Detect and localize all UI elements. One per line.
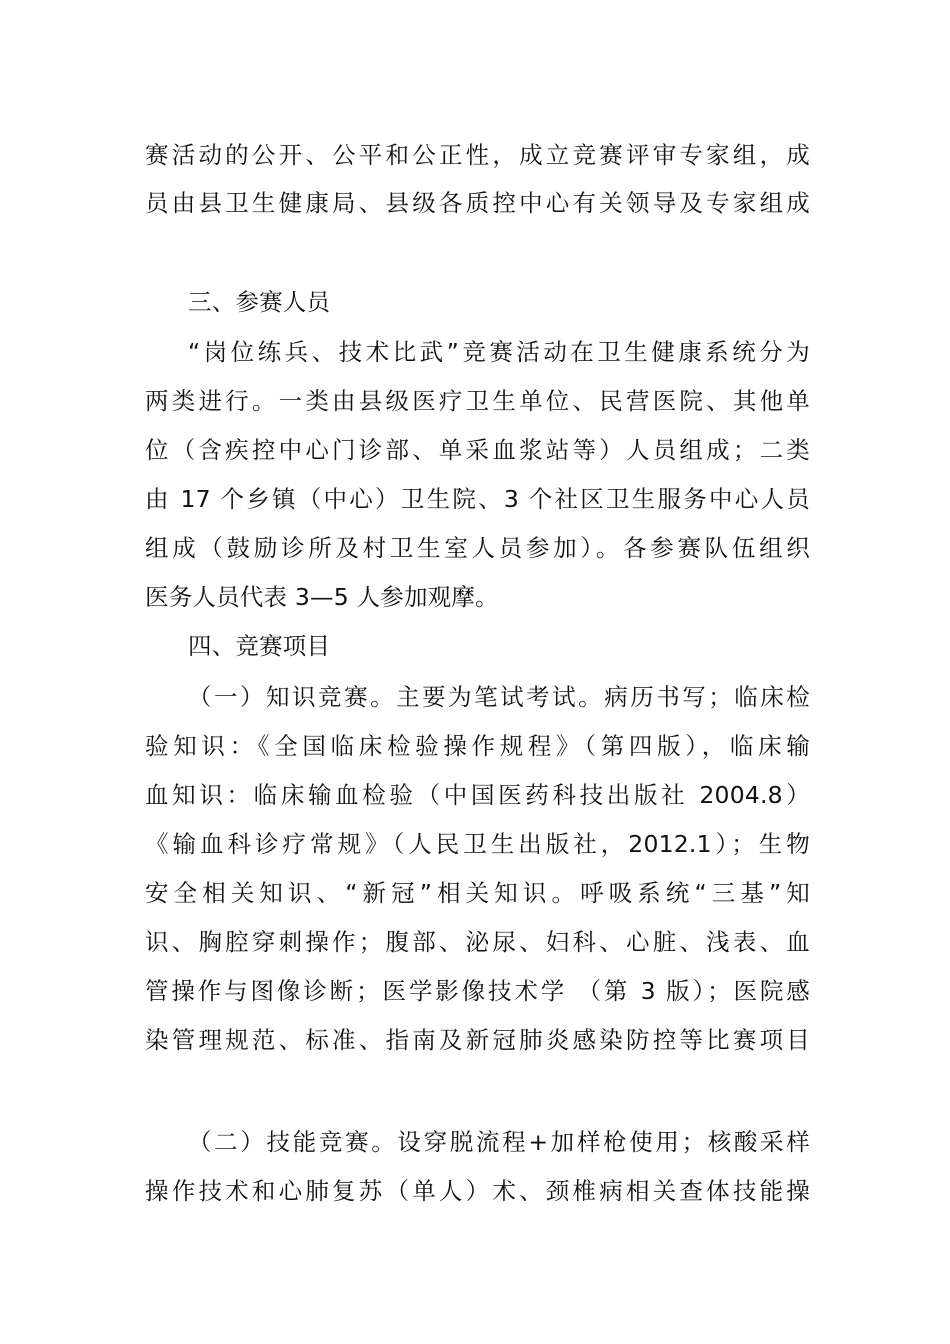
paragraph-line: 操作技术和心肺复苏（单人）术、颈椎病相关查体技能操	[145, 1177, 810, 1205]
paragraph-line: 《输血科诊疗常规》（人民卫生出版社，2012.1）；生物	[145, 830, 810, 858]
paragraph-line: 医务人员代表 3—5 人参加观摩。	[145, 583, 499, 611]
paragraph-line: 血知识：临床输血检验（中国医药科技出版社 2004.8）	[145, 781, 810, 809]
paragraph-line: “岗位练兵、技术比武”竞赛活动在卫生健康系统分为	[188, 338, 810, 366]
section-heading-participants: 三、参赛人员	[188, 288, 331, 316]
paragraph-line: （二）技能竞赛。设穿脱流程+加样枪使用；核酸采样	[188, 1128, 810, 1156]
paragraph-line: 赛活动的公开、公平和公正性，成立竞赛评审专家组，成	[145, 141, 810, 169]
paragraph-line: 验知识：《全国临床检验操作规程》（第四版），临床输	[145, 732, 810, 760]
paragraph-line: 安全相关知识、“新冠”相关知识。呼吸系统“三基”知	[145, 879, 810, 907]
paragraph-line: 两类进行。一类由县级医疗卫生单位、民营医院、其他单	[145, 387, 810, 415]
paragraph-line: 组成（鼓励诊所及村卫生室人员参加）。各参赛队伍组织	[145, 534, 810, 562]
paragraph-line: 位（含疾控中心门诊部、单采血浆站等）人员组成；二类	[145, 436, 810, 464]
paragraph-line: 员由县卫生健康局、县级各质控中心有关领导及专家组成	[145, 189, 810, 217]
paragraph-line: 染管理规范、标准、指南及新冠肺炎感染防控等比赛项目	[145, 1026, 810, 1054]
paragraph-line: 识、胸腔穿刺操作；腹部、泌尿、妇科、心脏、浅表、血	[145, 928, 810, 956]
paragraph-line: 管操作与图像诊断；医学影像技术学 （第 3 版）；医院感	[145, 977, 810, 1005]
section-heading-competition-items: 四、竞赛项目	[188, 632, 331, 660]
paragraph-line: 由 17 个乡镇（中心）卫生院、3 个社区卫生服务中心人员	[145, 485, 810, 513]
paragraph-line: （一）知识竞赛。主要为笔试考试。病历书写；临床检	[188, 683, 810, 711]
